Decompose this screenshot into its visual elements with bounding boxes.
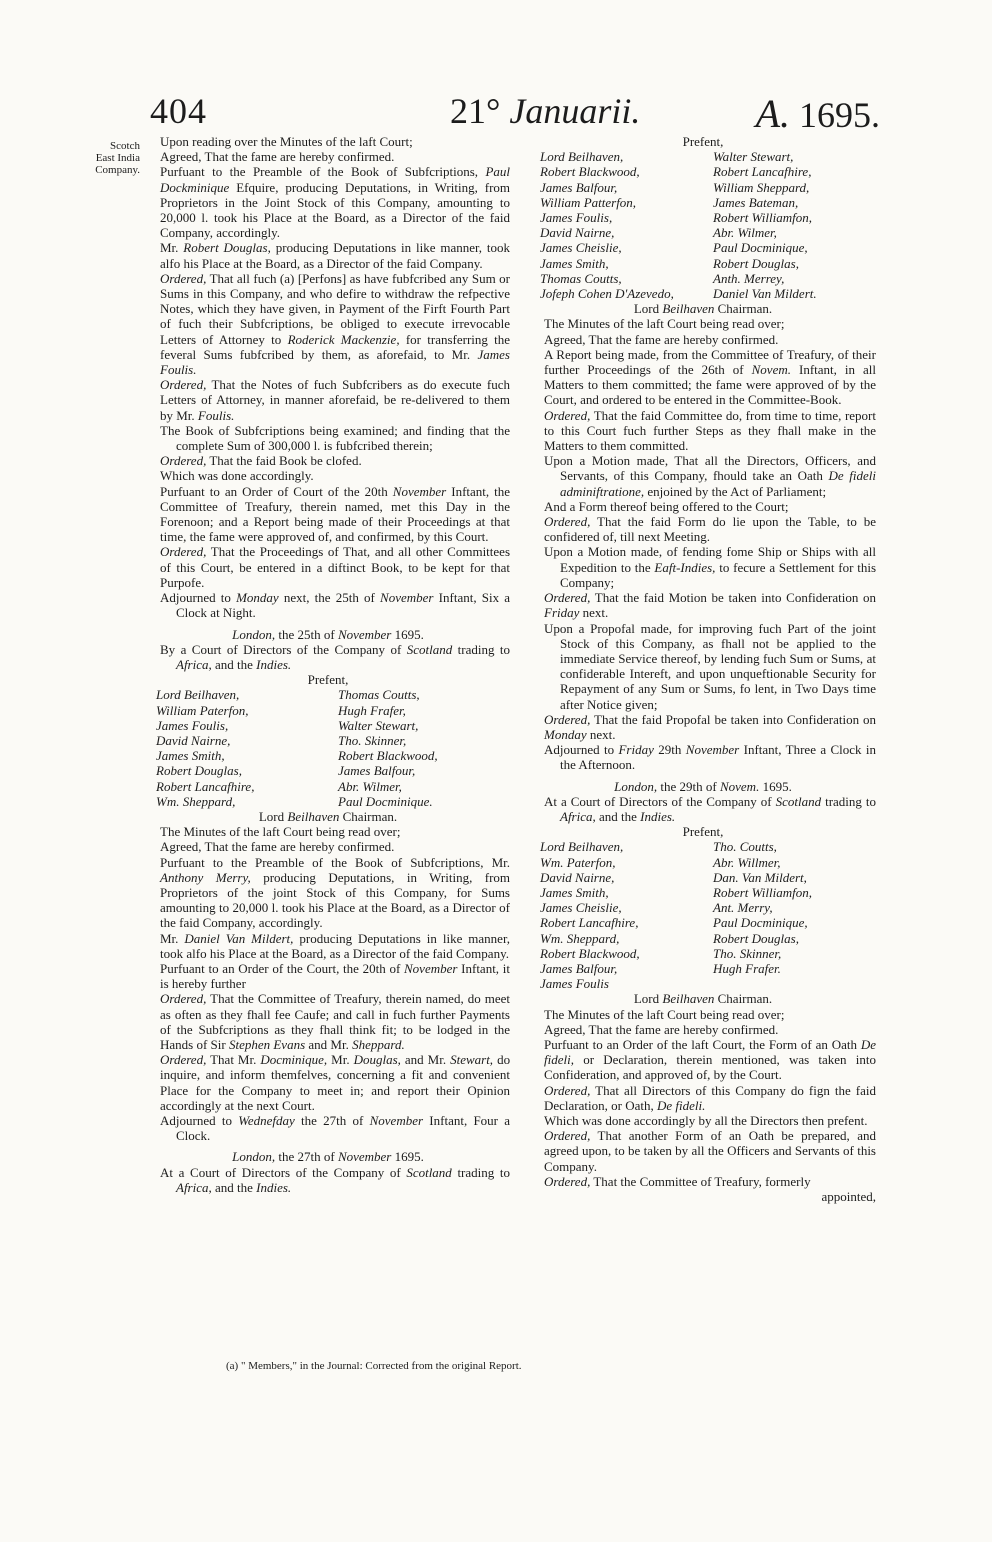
- attendee: Abr. Wilmer,: [713, 225, 777, 241]
- attendee: James Cheislie,: [540, 900, 622, 916]
- attendee: Paul Docminique,: [713, 240, 808, 256]
- paragraph: Adjourned to Monday next, the 25th of November Inftant, Six a Clock at Night.: [160, 590, 511, 621]
- paragraph: Agreed, That the fame are hereby confirmed.: [544, 1021, 779, 1037]
- year-prefix: A.: [755, 91, 790, 136]
- chairman-line: Lord Beilhaven Chairman.: [633, 991, 773, 1007]
- paragraph: Purfuant to an Order of the Court, the 20th of November Inftant, it is hereby further: [160, 960, 510, 992]
- footnote: (a) " Members," in the Journal: Corrected from the original Report.: [226, 1360, 522, 1372]
- attendee: Robert Douglas,: [713, 930, 799, 946]
- attendees-col-right: [713, 839, 876, 991]
- paragraph: Purfuant to the Preamble of the Book of Subfcriptions, Paul Dockminique Efquire, producing Deputations, in Writing, from Proprietors in the Joint Stock of this Company, amounting to 20,000 l. took his Place at the Board, as a Director of the faid Company, accordingly.: [160, 164, 511, 241]
- attendee: James Smith,: [540, 255, 609, 271]
- page-number: 404: [150, 91, 207, 131]
- attendee: Robert Blackwood,: [540, 945, 640, 961]
- paragraph: Agreed, That the fame are hereby confirmed.: [160, 149, 395, 165]
- attendee: Wm. Sheppard,: [540, 930, 620, 946]
- attendee: Wm. Paterfon,: [540, 854, 616, 870]
- attendee: Tho. Skinner,: [338, 732, 407, 748]
- attendee: James Foulis,: [540, 210, 613, 226]
- attendee: Paul Docminique,: [713, 915, 808, 931]
- paragraph: Ordered, That the faid Book be clofed.: [160, 453, 362, 469]
- attendee: Robert Douglas,: [713, 255, 799, 271]
- attendee: James Foulis,: [156, 717, 229, 733]
- attendee: Wm. Sheppard,: [156, 793, 236, 809]
- attendees-col-right: [713, 149, 876, 301]
- paragraph: Ordered, That Mr. Docminique, Mr. Douglas, and Mr. Stewart, do inquire, and inform themfelves, concerning a fit and convenient Place for the Company to meet in; and report their Opinion accordingly at the next Court.: [160, 1052, 511, 1113]
- paragraph: Upon reading over the Minutes of the laft Court;: [160, 134, 413, 149]
- attendee: Robert Blackwood,: [540, 164, 640, 180]
- margin-note: [82, 140, 140, 176]
- running-year: [756, 90, 880, 137]
- attendee: Tho. Skinner,: [713, 945, 782, 961]
- paragraph: Ordered, That the Proceedings of That, and all other Committees of this Court, be entered in a diftinct Book, to be kept for that Purpofe.: [160, 544, 511, 590]
- attendee: Hugh Frafer,: [338, 702, 406, 718]
- attendee: Hugh Frafer.: [713, 960, 781, 976]
- meeting-court: At a Court of Directors of the Company of Scotland trading to Africa, and the Indies.: [160, 1164, 510, 1195]
- attendee: Lord Beilhaven,: [540, 839, 624, 855]
- paragraph: Upon a Motion made, of fending fome Ship or Ships with all Expedition to the Eaft-Indies, to fecure a Settlement for this Company;: [544, 544, 877, 590]
- attendee: Ant. Merry,: [713, 900, 773, 916]
- paragraph: Ordered, That another Form of an Oath be prepared, and agreed upon, to be taken by all the Officers and Servants of this Company.: [544, 1128, 876, 1174]
- catchword: appointed,: [821, 1189, 876, 1205]
- attendee: Tho. Coutts,: [713, 839, 777, 855]
- paragraph: Ordered, That the Committee of Treafury, therein named, do meet as often as they fhall fee Caufe; and call in fuch further Payments of the Subfcriptions as they fhall think fit; to be lodged in the Hands of Sir Stephen Evans and Mr. Sheppard.: [160, 991, 510, 1052]
- page-header: [150, 82, 880, 142]
- attendee: Lord Beilhaven,: [540, 149, 624, 165]
- paragraph: Purfuant to an Order of the laft Court, the Form of an Oath De fideli, or Declaration, therein mentioned, was taken into Confideration, and approved of, by the Court.: [544, 1036, 876, 1083]
- attendee: Robert Blackwood,: [338, 748, 438, 764]
- attendees-col-right: [338, 687, 510, 809]
- paragraph: Ordered, That all Directors of this Company do fign the faid Declaration, or Oath, De fideli.: [544, 1082, 877, 1113]
- attendee: James Smith,: [540, 884, 609, 900]
- paragraph: Ordered, That the Committee of Treafury, formerly: [544, 1173, 811, 1189]
- paragraph: Ordered, That the faid Motion be taken into Confideration on Friday next.: [544, 590, 876, 621]
- paragraph: Purfuant to an Order of Court of the 20th November Inftant, the Committee of Treafury, therein named, met this Day in the Forenoon; and a Report being made of their Proceedings at that time, the fame were approved of, and confirmed, by this Court.: [160, 483, 511, 545]
- attendees-list: [530, 149, 876, 301]
- attendee: David Nairne,: [156, 732, 231, 748]
- paragraph: The Book of Subfcriptions being examined; and finding that the complete Sum of 300,000 l. is fubfcribed therein;: [160, 422, 510, 454]
- meeting-date: London, the 29th of Novem. 1695.: [614, 778, 792, 794]
- running-date: [450, 90, 640, 132]
- paragraph: A Report being made, from the Committee of Treafury, of their further Proceedings of the 26th of Novem. Inftant, in all Matters to them committed; the fame were approved of by the Court, and ordered to be entered in the Committee-Book.: [544, 346, 877, 408]
- attendees-col-left: [540, 149, 703, 301]
- paragraph: Adjourned to Friday 29th November Inftant, Three a Clock in the Afternoon.: [544, 742, 877, 773]
- attendee: Paul Docminique.: [338, 793, 433, 809]
- present-heading: Prefent,: [682, 134, 724, 149]
- attendee: James Foulis: [540, 976, 609, 992]
- meeting-court: At a Court of Directors of the Company of Scotland trading to Africa, and the Indies.: [544, 793, 877, 824]
- paragraph: Mr. Daniel Van Mildert, producing Deputations in like manner, took alfo his Place at the Board, as a Director of the faid Company.: [160, 930, 510, 961]
- paragraph: The Minutes of the laft Court being read over;: [544, 1006, 785, 1022]
- attendee: Thomas Coutts,: [338, 687, 420, 703]
- attendee: Robert Douglas,: [156, 763, 242, 779]
- attendee: Robert Lancafhire,: [156, 778, 255, 794]
- paragraph: Purfuant to the Preamble of the Book of Subfcriptions, Mr. Anthony Merry, producing Deputations, in Writing, from Proprietors of the joint Stock of this Company, for Sums amounting to 20,000 l. took his Place at the Board, as a Director of the faid Company, accordingly.: [160, 854, 511, 931]
- paragraph: Ordered, That the faid Committee do, from time to time, report to this Court fuch further Steps as they fhall make in the Matters to them committed.: [544, 407, 876, 454]
- paragraph: Ordered, That the faid Form do lie upon the Table, to be confidered of, till next Meeting.: [544, 514, 877, 545]
- paragraph: The Minutes of the laft Court being read over;: [160, 824, 401, 840]
- attendee: Robert Williamfon,: [713, 884, 812, 900]
- attendee: Abr. Willmer,: [713, 854, 781, 870]
- attendee: James Smith,: [156, 748, 225, 764]
- attendee: William Paterfon,: [156, 702, 249, 718]
- paragraph: Adjourned to Wednefday the 27th of November Inftant, Four a Clock.: [160, 1113, 511, 1144]
- attendee: Anth. Merrey,: [713, 270, 785, 286]
- attendee: Robert Lancafhire,: [713, 164, 812, 180]
- attendee: Daniel Van Mildert.: [713, 286, 817, 302]
- paragraph: And a Form thereof being offered to the Court;: [544, 498, 789, 514]
- meeting-court: By a Court of Directors of the Company of Scotland trading to Africa, and the Indies.: [160, 641, 511, 672]
- attendees-col-left: [156, 687, 328, 809]
- attendee: Walter Stewart,: [713, 149, 794, 165]
- margin-note-line: Company.: [95, 164, 140, 176]
- attendee: Thomas Coutts,: [540, 270, 622, 286]
- paragraph: Agreed, That the fame are hereby confirmed.: [160, 839, 395, 855]
- attendees-col-left: [540, 839, 703, 991]
- paragraph: Upon a Propofal made, for improving fuch Part of the joint Stock of this Company, as fhall not be applied to the immediate Service thereof, by lending fuch Sum or Sums, at confiderable Intereft, and upon unqueftionable Security for Repayment of any Sum or Sums, fo lent, in Two Days time after Notice given;: [544, 620, 876, 712]
- margin-note-line: Scotch: [110, 140, 140, 152]
- paragraph: The Minutes of the laft Court being read over;: [544, 316, 785, 332]
- meeting-date: London, the 25th of November 1695.: [232, 626, 424, 642]
- meeting-date: London, the 27th of November 1695.: [232, 1149, 424, 1165]
- attendee: William Sheppard,: [713, 179, 810, 195]
- attendee: David Nairne,: [540, 225, 615, 241]
- attendee: James Balfour,: [540, 960, 618, 976]
- attendee: Walter Stewart,: [338, 717, 419, 733]
- year-value: 1695.: [799, 95, 880, 135]
- date-day: 21°: [450, 91, 501, 131]
- attendee: David Nairne,: [540, 869, 615, 885]
- paragraph: Ordered, That the faid Propofal be taken into Confideration on Monday next.: [544, 711, 876, 742]
- attendee: James Bateman,: [713, 194, 799, 210]
- attendee: Dan. Van Mildert,: [713, 869, 807, 885]
- margin-note-line: East India: [95, 152, 140, 164]
- attendee: James Cheislie,: [540, 240, 622, 256]
- paragraph: Ordered, That all fuch (a) [Perfons] as have fubfcribed any Sum or Sums in this Company, and who defire to withdraw the refpective Notes, which they have given, in Payment of the Firft Fourth Part of fuch their Subfcriptions, be obliged to execute irrevocable Letters of Attorney to Roderick Mackenzie, for transferring the feveral Sums fubfcribed by them, as aforefaid, to Mr. James Foulis.: [160, 270, 511, 378]
- paragraph: Upon a Motion made, That all the Directors, Officers, and Servants, of this Company, fhould take an Oath De fideli adminiftratione, enjoined by the Act of Parliament;: [544, 453, 876, 499]
- attendees-list: [530, 839, 876, 991]
- chairman-line: Lord Beilhaven Chairman.: [258, 808, 398, 824]
- right-column: [530, 134, 876, 1204]
- paragraph: Ordered, That the Notes of fuch Subfcribers as do execute fuch Letters of Attorney, in manner aforefaid, be re-delivered to them by Mr. Foulis.: [160, 377, 511, 423]
- attendee: James Balfour,: [540, 179, 618, 195]
- attendee: Lord Beilhaven,: [156, 687, 240, 703]
- paragraph: Which was done accordingly.: [160, 468, 314, 484]
- attendees-list: [146, 687, 510, 809]
- date-month: Januarii.: [509, 91, 641, 131]
- attendee: James Balfour,: [338, 763, 416, 779]
- paragraph: Agreed, That the fame are hereby confirmed.: [544, 331, 779, 347]
- present-heading: Prefent,: [682, 824, 724, 840]
- attendee: Abr. Wilmer,: [338, 778, 402, 794]
- attendee: Jofeph Cohen D'Azevedo,: [540, 286, 674, 302]
- attendee: Robert Williamfon,: [713, 210, 812, 226]
- paragraph: Which was done accordingly by all the Directors then prefent.: [544, 1113, 868, 1128]
- chairman-line: Lord Beilhaven Chairman.: [633, 301, 773, 317]
- paragraph: Mr. Robert Douglas, producing Deputations in like manner, took alfo his Place at the Board, as a Director of the faid Company.: [160, 240, 511, 271]
- left-column: [146, 134, 510, 1195]
- attendee: William Patterfon,: [540, 194, 637, 210]
- present-heading: Prefent,: [307, 672, 349, 688]
- attendee: Robert Lancafhire,: [540, 915, 639, 931]
